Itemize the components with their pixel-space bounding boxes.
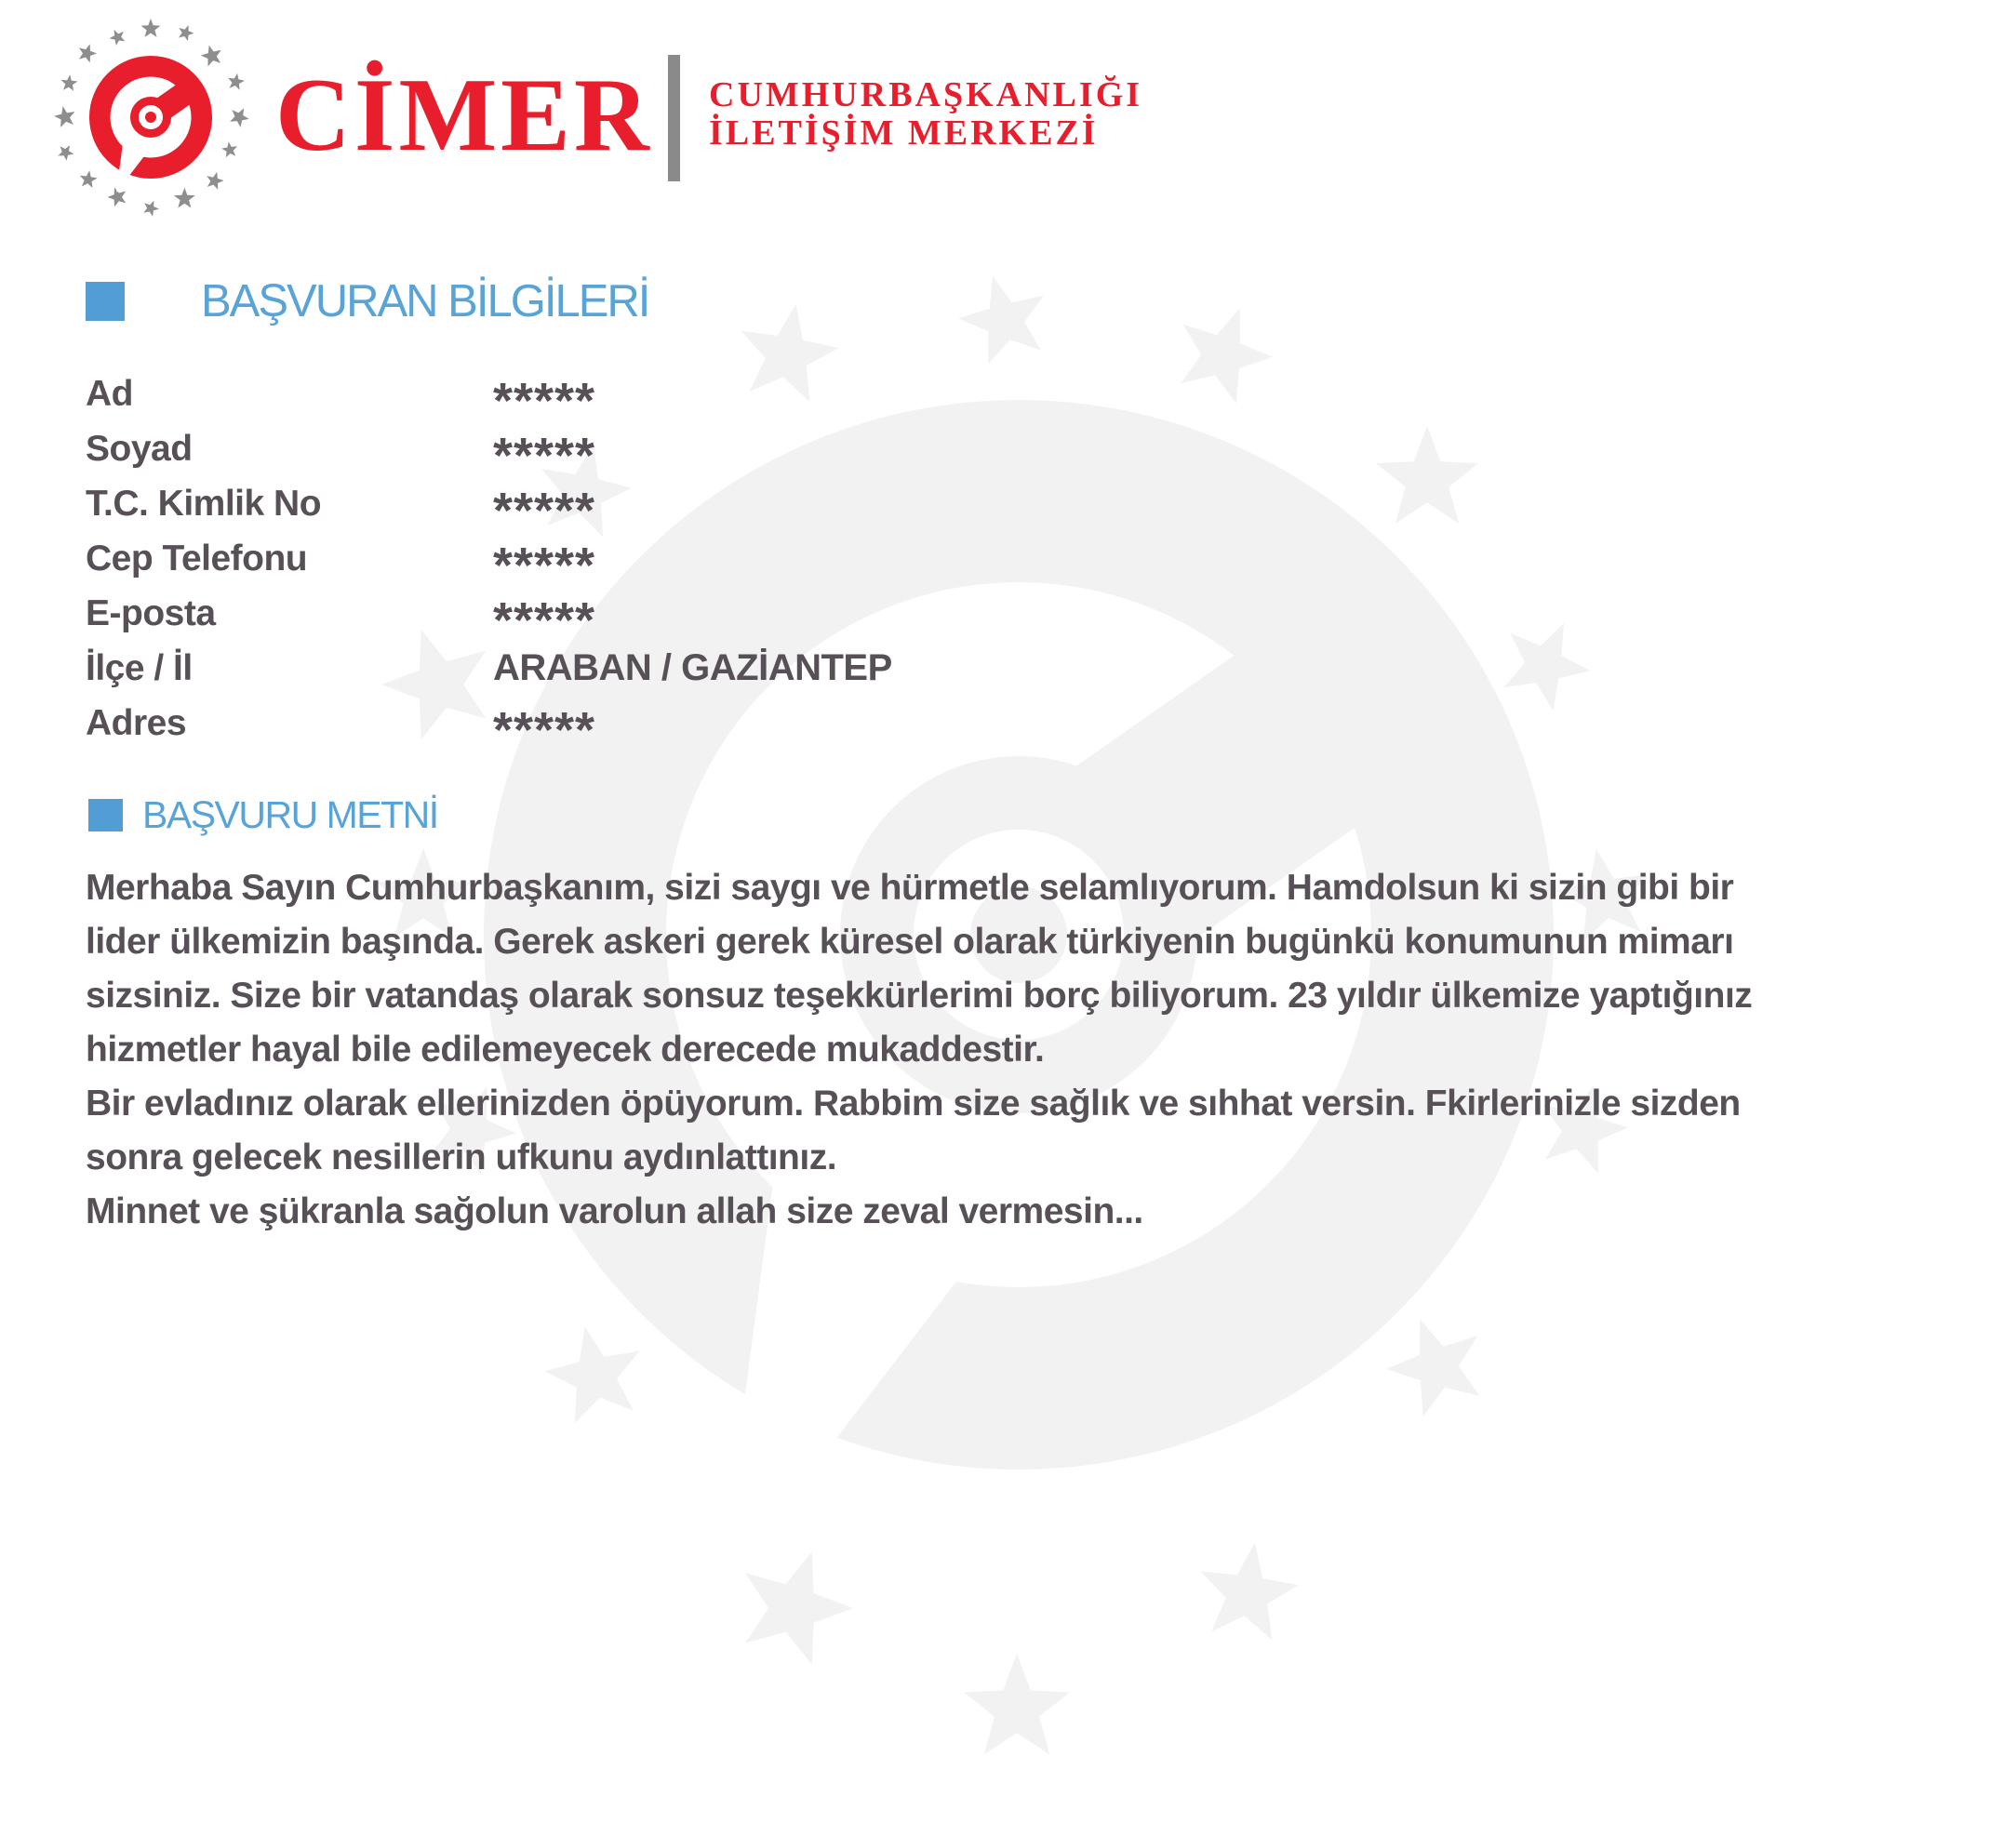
application-text-line: lider ülkemizin başında. Gerek askeri gerek küresel olarak türkiyenin bugünkü konumunun mimarı bbox=[86, 922, 1734, 962]
section-bullet-icon bbox=[86, 282, 125, 321]
field-row-soyad bbox=[86, 421, 892, 484]
field-label: Soyad bbox=[86, 428, 193, 469]
header-divider bbox=[668, 55, 680, 181]
application-text-line: sizsiniz. Size bir vatandaş olarak sonsuz teşekkürlerimi borç biliyorum. 23 yıldır ülkemize yaptığınız bbox=[86, 976, 1753, 1016]
application-text-line: Minnet ve şükranla sağolun varolun allah size zeval vermesin... bbox=[86, 1191, 1143, 1231]
field-row-ad bbox=[86, 366, 892, 429]
application-text-line: sonra gelecek nesillerin ufkunu aydınlattınız. bbox=[86, 1137, 837, 1177]
field-value: ***** bbox=[493, 482, 596, 539]
field-label: İlçe / İl bbox=[86, 647, 193, 688]
field-value: ARABAN / GAZİANTEP bbox=[493, 647, 892, 688]
field-value: ***** bbox=[493, 537, 596, 593]
field-label: E-posta bbox=[86, 592, 216, 633]
field-value: ***** bbox=[493, 592, 596, 648]
field-value: ***** bbox=[493, 701, 596, 758]
field-row-ilce-il bbox=[86, 641, 892, 696]
application-text bbox=[86, 861, 1752, 1239]
field-row-adres bbox=[86, 696, 892, 758]
application-section-header bbox=[88, 793, 438, 837]
cimer-logo-icon bbox=[44, 10, 258, 224]
field-value: ***** bbox=[493, 427, 596, 484]
org-name bbox=[709, 76, 1142, 153]
brand-title: CİMER bbox=[275, 58, 653, 173]
org-name-line1: CUMHURBAŞKANLIĞI bbox=[709, 75, 1143, 114]
field-label: Ad bbox=[86, 373, 133, 414]
field-row-e-posta bbox=[86, 586, 892, 648]
applicant-section-header bbox=[86, 275, 648, 327]
field-label: Cep Telefonu bbox=[86, 538, 308, 579]
application-text-line: Bir evladınız olarak ellerinizden öpüyorum. Rabbim size sağlık ve sıhhat versin. Fkirlerinizle sizden bbox=[86, 1084, 1741, 1124]
field-label: T.C. Kimlik No bbox=[86, 483, 322, 524]
field-row-tc-kimlik-no bbox=[86, 476, 892, 539]
applicant-fields bbox=[86, 366, 892, 758]
field-value: ***** bbox=[493, 372, 596, 429]
org-name-line2: İLETİŞİM MERKEZİ bbox=[709, 113, 1099, 153]
application-text-line: Merhaba Sayın Cumhurbaşkanım, sizi saygı ve hürmetle selamlıyorum. Hamdolsun ki sizin gibi bir bbox=[86, 868, 1734, 908]
section-bullet-icon bbox=[88, 799, 123, 831]
field-row-cep-telefonu bbox=[86, 531, 892, 593]
applicant-section-title: BAŞVURAN BİLGİLERİ bbox=[201, 276, 649, 326]
field-label: Adres bbox=[86, 702, 187, 743]
application-text-line: hizmetler hayal bile edilemeyecek derecede mukaddestir. bbox=[86, 1030, 1045, 1070]
application-section-title: BAŞVURU METNİ bbox=[142, 793, 438, 836]
